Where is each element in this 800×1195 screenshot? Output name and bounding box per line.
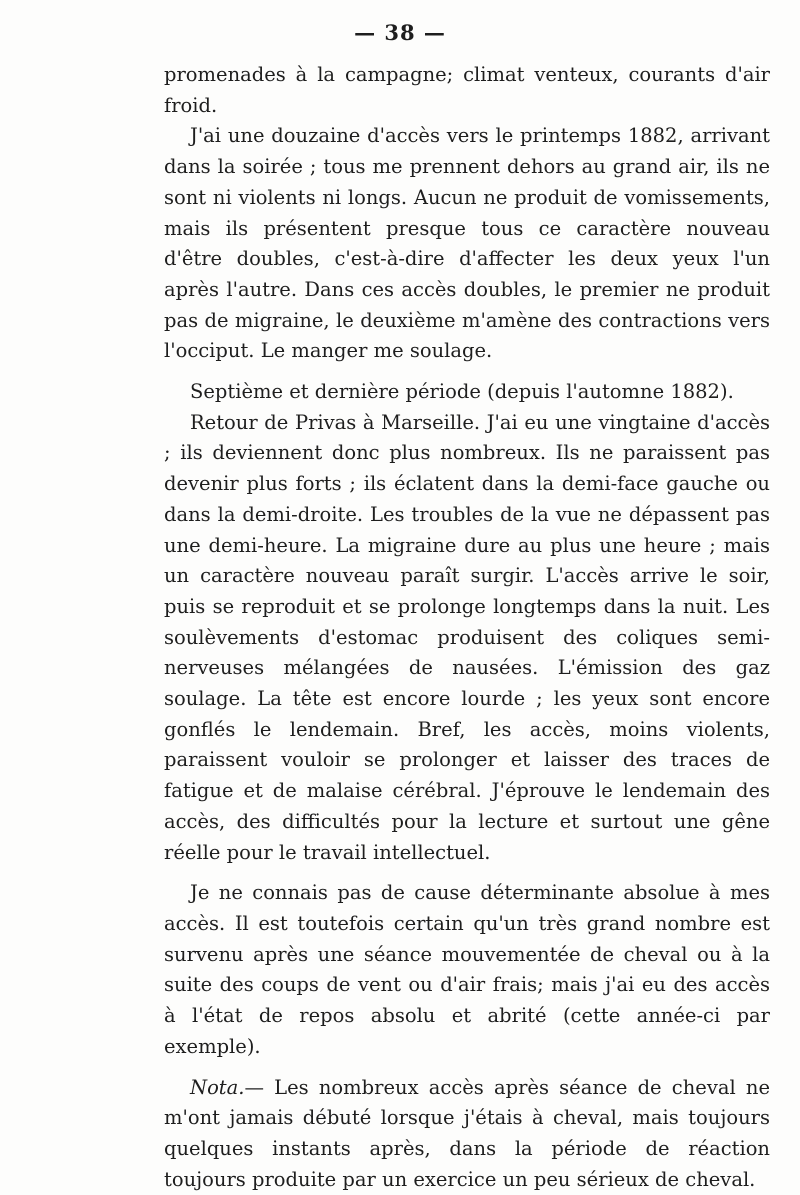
paragraph-causes: Je ne connais pas de cause déterminante absolue à mes accès. Il est toutefois certain qu'un très grand nombre est survenu après une séance mouvementée de cheval ou à la suite des coups de vent ou d'air frais; mais j'ai eu des accès à l'état de repos absolu et abrité (cette année-ci par exemple). <box>164 881 770 1058</box>
page-number: — 38 — <box>354 20 446 45</box>
body-text <box>164 60 770 1195</box>
nota-text: — Les nombreux accès après séance de cheval ne m'ont jamais débuté lorsque j'étais à cheval, mais toujours quelques instants après, dans la période de réaction toujours produite par un exercice un peu sérieux de cheval. <box>164 1075 770 1191</box>
paragraph-nota <box>164 1073 770 1195</box>
paragraph-return-marseille: Retour de Privas à Marseille. J'ai eu une vingtaine d'accès ; ils deviennent donc plus nombreux. Ils ne paraissent pas devenir plus forts ; ils éclatent dans la demi-face gauche ou dans la demi-droite. Les troubles de la vue ne dépassent pas une demi-heure. La migraine dure au plus une heure ; mais un caractère nouveau paraît surgir. L'accès arrive le soir, puis se reproduit et se prolonge longtemps dans la nuit. Les soulèvements d'estomac produisent des coliques semi-nerveuses mélangées de nausées. L'émission des gaz soulage. La tête est encore lourde ; les yeux sont encore gonflés le lendemain. Bref, les accès, moins violents, paraissent vouloir se prolonger et laisser des traces de fatigue et de malaise cérébral. J'éprouve le lendemain des accès, des difficultés pour la lecture et surtout une gêne réelle pour le travail intellectuel. <box>164 410 770 864</box>
nota-label: Nota. <box>190 1075 245 1099</box>
paragraph-continuation: promenades à la campagne; climat venteux, courants d'air froid. <box>164 63 770 117</box>
paragraph-spring-1882: J'ai une douzaine d'accès vers le printemps 1882, arrivant dans la soirée ; tous me prennent dehors au grand air, ils ne sont ni violents ni longs. Aucun ne produit de vomissements, mais ils présentent presque tous ce caractère nouveau d'être doubles, c'est-à-dire d'affecter les deux yeux l'un après l'autre. Dans ces accès doubles, le premier ne produit pas de migraine, le deuxième m'amène des contractions vers l'occiput. Le manger me soulage. <box>164 124 770 363</box>
section-heading-seventh-period: Septième et dernière période (depuis l'automne 1882). <box>190 380 734 404</box>
